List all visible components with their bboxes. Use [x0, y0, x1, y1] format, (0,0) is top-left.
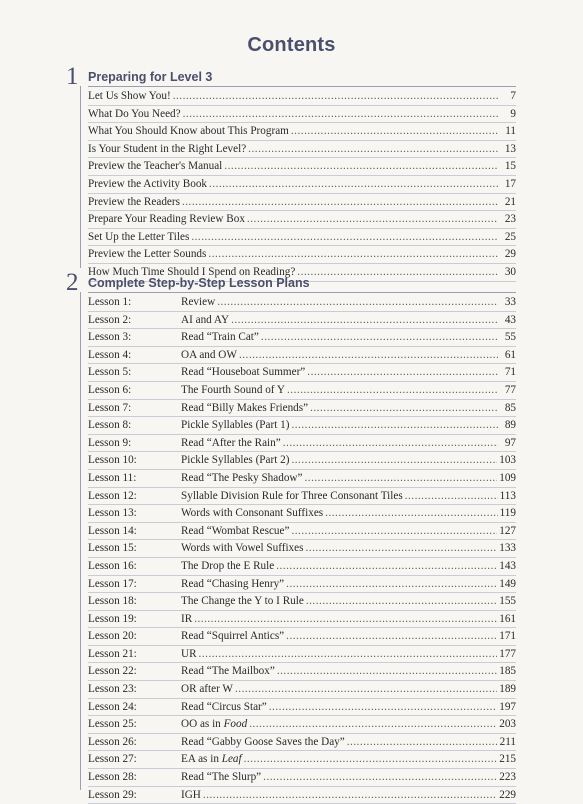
dot-leader: [239, 347, 498, 364]
toc-entry: [88, 211, 516, 229]
section-number: 1: [66, 63, 79, 90]
page-number: 21: [504, 195, 516, 208]
toc-entry: [88, 194, 516, 212]
entry-title: IR: [181, 612, 193, 625]
lesson-number: Lesson 21:: [88, 647, 137, 660]
dot-leader: [191, 229, 498, 246]
section-bar: [80, 86, 81, 268]
section-title: Preparing for Level 3: [88, 70, 213, 84]
lesson-number: Lesson 22:: [88, 665, 137, 678]
dot-leader: [235, 681, 497, 698]
page-number: 89: [504, 419, 516, 432]
entry-title: UR: [181, 647, 197, 660]
entry-title: Pickle Syllables (Part 2): [181, 454, 290, 467]
toc-entry: [88, 123, 516, 141]
toc-entry: [88, 229, 516, 247]
page-number: 23: [504, 213, 516, 226]
dot-leader: [286, 628, 497, 645]
dot-leader: [291, 123, 498, 140]
page-number: 85: [504, 401, 516, 414]
toc-entry: [88, 628, 516, 646]
page-number: 9: [510, 107, 516, 120]
entry-title: Read “Gabby Goose Saves the Day”: [181, 735, 345, 748]
page-number: 143: [499, 559, 516, 572]
lesson-number: Lesson 26:: [88, 735, 137, 748]
entry-title: Read “Wombat Rescue”: [181, 524, 290, 537]
lesson-number: Lesson 18:: [88, 595, 137, 608]
page-number: 25: [504, 230, 516, 243]
dot-leader: [277, 663, 497, 680]
dot-leader: [325, 505, 497, 522]
entry-title: OR after W: [181, 683, 233, 696]
lesson-number: Lesson 14:: [88, 524, 137, 537]
lesson-number: Lesson 6:: [88, 383, 132, 396]
toc-entry: [88, 246, 516, 264]
page-number: 15: [504, 160, 516, 173]
page-number: 119: [499, 507, 516, 520]
entry-title: Prepare Your Reading Review Box: [88, 213, 245, 226]
dot-leader: [305, 540, 497, 557]
toc-entry: [88, 681, 516, 699]
entry-title: EA as in Leaf: [181, 753, 242, 766]
lesson-number: Lesson 2:: [88, 313, 132, 326]
section-rule: [88, 86, 516, 87]
toc-entry: [88, 734, 516, 752]
entry-title: Read “Squirrel Antics”: [181, 630, 285, 643]
toc-entry: [88, 716, 516, 734]
entry-title: Preview the Activity Book: [88, 177, 208, 190]
toc-entry: [88, 435, 516, 453]
section-bar: [80, 292, 81, 790]
dot-leader: [276, 558, 497, 575]
dot-leader: [217, 294, 498, 311]
toc-entry: [88, 751, 516, 769]
dot-leader: [247, 211, 498, 228]
page-number: 161: [499, 612, 516, 625]
entry-title: Is Your Student in the Right Level?: [88, 142, 247, 155]
page-number: 61: [504, 348, 516, 361]
dot-leader: [231, 312, 498, 329]
section-rule: [88, 292, 516, 293]
entry-title: What You Should Know about This Program: [88, 125, 289, 138]
lesson-number: Lesson 1:: [88, 296, 132, 308]
lesson-number: Lesson 15:: [88, 542, 137, 555]
entry-title: Review: [181, 296, 216, 308]
toc-entry: [88, 699, 516, 717]
toc-entry: [88, 523, 516, 541]
entry-title: The Change the Y to I Rule: [181, 595, 304, 608]
toc-entry: [88, 329, 516, 347]
entry-title: Read “After the Rain”: [181, 436, 281, 449]
page-number: 103: [499, 454, 516, 467]
entry-title: AI and AY: [181, 313, 230, 326]
entries-list: [88, 88, 516, 282]
dot-leader: [248, 141, 498, 158]
lesson-number: Lesson 23:: [88, 683, 137, 696]
entry-title: What Do You Need?: [88, 107, 181, 120]
toc-entry: [88, 488, 516, 506]
dot-leader: [405, 488, 498, 505]
lesson-number: Lesson 13:: [88, 507, 137, 520]
entry-title: Read “The Slurp”: [181, 771, 262, 784]
lesson-number: Lesson 16:: [88, 559, 137, 572]
toc-entry: [88, 382, 516, 400]
dot-leader: [286, 576, 497, 593]
dot-leader: [199, 646, 498, 663]
dot-leader: [224, 158, 498, 175]
entry-title: IGH: [181, 788, 201, 801]
page-number: 155: [499, 595, 516, 608]
entry-title: OA and OW: [181, 348, 237, 361]
toc-entry: [88, 312, 516, 330]
page-number: 113: [499, 489, 516, 502]
dot-leader: [310, 400, 498, 417]
page-number: 71: [504, 366, 516, 379]
entry-title: Syllable Division Rule for Three Consonant Tiles: [181, 489, 403, 502]
section-number: 2: [66, 269, 79, 296]
lesson-number: Lesson 27:: [88, 753, 137, 766]
toc-entry: [88, 505, 516, 523]
dot-leader: [291, 417, 498, 434]
dot-leader: [208, 246, 498, 263]
toc-entry: [88, 558, 516, 576]
page-number: 185: [499, 665, 516, 678]
toc-entry: [88, 417, 516, 435]
page-number: 55: [504, 331, 516, 344]
dot-leader: [173, 88, 498, 105]
page-number: 30: [504, 265, 516, 278]
page-number: 215: [499, 753, 516, 766]
dot-leader: [261, 329, 498, 346]
page-number: 223: [499, 771, 516, 784]
lesson-number: Lesson 12:: [88, 489, 137, 502]
dot-leader: [287, 382, 498, 399]
page-number: 17: [504, 177, 516, 190]
page-number: 11: [505, 125, 516, 138]
entry-title: Read “Houseboat Summer”: [181, 366, 306, 379]
lesson-number: Lesson 25:: [88, 718, 137, 731]
toc-entry: [88, 400, 516, 418]
entry-title: Preview the Teacher's Manual: [88, 160, 223, 173]
dot-leader: [203, 787, 497, 804]
dot-leader: [194, 611, 497, 628]
page-number: 171: [499, 630, 516, 643]
entry-title: The Fourth Sound of Y: [181, 383, 285, 396]
toc-entry: [88, 158, 516, 176]
entry-title: Pickle Syllables (Part 1): [181, 419, 290, 432]
dot-leader: [347, 734, 498, 751]
page-number: 43: [504, 313, 516, 326]
toc-entry: [88, 646, 516, 664]
lesson-number: Lesson 20:: [88, 630, 137, 643]
entries-list: [88, 294, 516, 804]
entry-title: Read “Billy Makes Friends”: [181, 401, 309, 414]
dot-leader: [263, 769, 497, 786]
entry-title: Read “Chasing Henry”: [181, 577, 285, 590]
entry-title: The Drop the E Rule: [181, 559, 275, 572]
page-number: 33: [504, 296, 516, 308]
page-number: 203: [499, 718, 516, 731]
dot-leader: [283, 435, 498, 452]
dot-leader: [269, 699, 497, 716]
toc-entry: [88, 294, 516, 312]
page-number: 7: [510, 90, 516, 102]
page-number: 177: [499, 647, 516, 660]
page-number: 189: [499, 683, 516, 696]
entry-title: Words with Vowel Suffixes: [181, 542, 304, 555]
page-number: 127: [499, 524, 516, 537]
dot-leader: [307, 364, 498, 381]
dot-leader: [249, 716, 497, 733]
dot-leader: [306, 593, 497, 610]
toc-entry: [88, 176, 516, 194]
toc-entry: [88, 452, 516, 470]
lesson-number: Lesson 3:: [88, 331, 132, 344]
toc-entry: [88, 787, 516, 804]
toc-entry: [88, 611, 516, 629]
lesson-number: Lesson 5:: [88, 366, 132, 379]
entry-title: OO as in Food: [181, 718, 248, 731]
toc-entry: [88, 88, 516, 106]
dot-leader: [183, 106, 498, 123]
lesson-number: Lesson 8:: [88, 419, 132, 432]
toc-entry: [88, 769, 516, 787]
entry-title: Set Up the Letter Tiles: [88, 230, 190, 243]
lesson-number: Lesson 11:: [88, 471, 137, 484]
page-title: Contents: [247, 34, 336, 56]
section-title: Complete Step-by-Step Lesson Plans: [88, 276, 310, 290]
dot-leader: [182, 194, 498, 211]
entry-title: Read “The Mailbox”: [181, 665, 275, 678]
toc-entry: [88, 470, 516, 488]
lesson-number: Lesson 28:: [88, 771, 137, 784]
toc-entry: [88, 576, 516, 594]
lesson-number: Lesson 24:: [88, 700, 137, 713]
dot-leader: [304, 470, 497, 487]
toc-entry: [88, 663, 516, 681]
page-number: 97: [504, 436, 516, 449]
entry-title: Words with Consonant Suffixes: [181, 507, 324, 520]
lesson-number: Lesson 9:: [88, 436, 132, 449]
entry-title: Preview the Letter Sounds: [88, 248, 207, 261]
dot-leader: [291, 523, 497, 540]
entry-title: Read “Circus Star”: [181, 700, 267, 713]
page-number: 109: [499, 471, 516, 484]
page-number: 229: [499, 788, 516, 801]
lesson-number: Lesson 29:: [88, 788, 137, 801]
entry-title: Let Us Show You!: [88, 90, 171, 102]
page-number: 211: [499, 735, 516, 748]
toc-entry: [88, 347, 516, 365]
page-number: 13: [504, 142, 516, 155]
entry-title: Preview the Readers: [88, 195, 180, 208]
page-number: 77: [504, 383, 516, 396]
entry-title: How Much Time Should I Spend on Reading?: [88, 265, 296, 278]
toc-entry: [88, 141, 516, 159]
page-number: 133: [499, 542, 516, 555]
dot-leader: [244, 751, 498, 768]
page-number: 29: [504, 248, 516, 261]
entry-title: Read “Train Cat”: [181, 331, 259, 344]
toc-entry: [88, 540, 516, 558]
lesson-number: Lesson 19:: [88, 612, 137, 625]
section-preparing: [66, 63, 516, 278]
dot-leader: [209, 176, 498, 193]
lesson-number: Lesson 7:: [88, 401, 132, 414]
toc-entry: [88, 593, 516, 611]
toc-entry: [88, 364, 516, 382]
lesson-number: Lesson 17:: [88, 577, 137, 590]
page-number: 149: [499, 577, 516, 590]
entry-title: Read “The Pesky Shadow”: [181, 471, 303, 484]
lesson-number: Lesson 4:: [88, 348, 132, 361]
toc-entry: [88, 106, 516, 124]
lesson-number: Lesson 10:: [88, 454, 137, 467]
dot-leader: [291, 452, 497, 469]
page-number: 197: [499, 700, 516, 713]
